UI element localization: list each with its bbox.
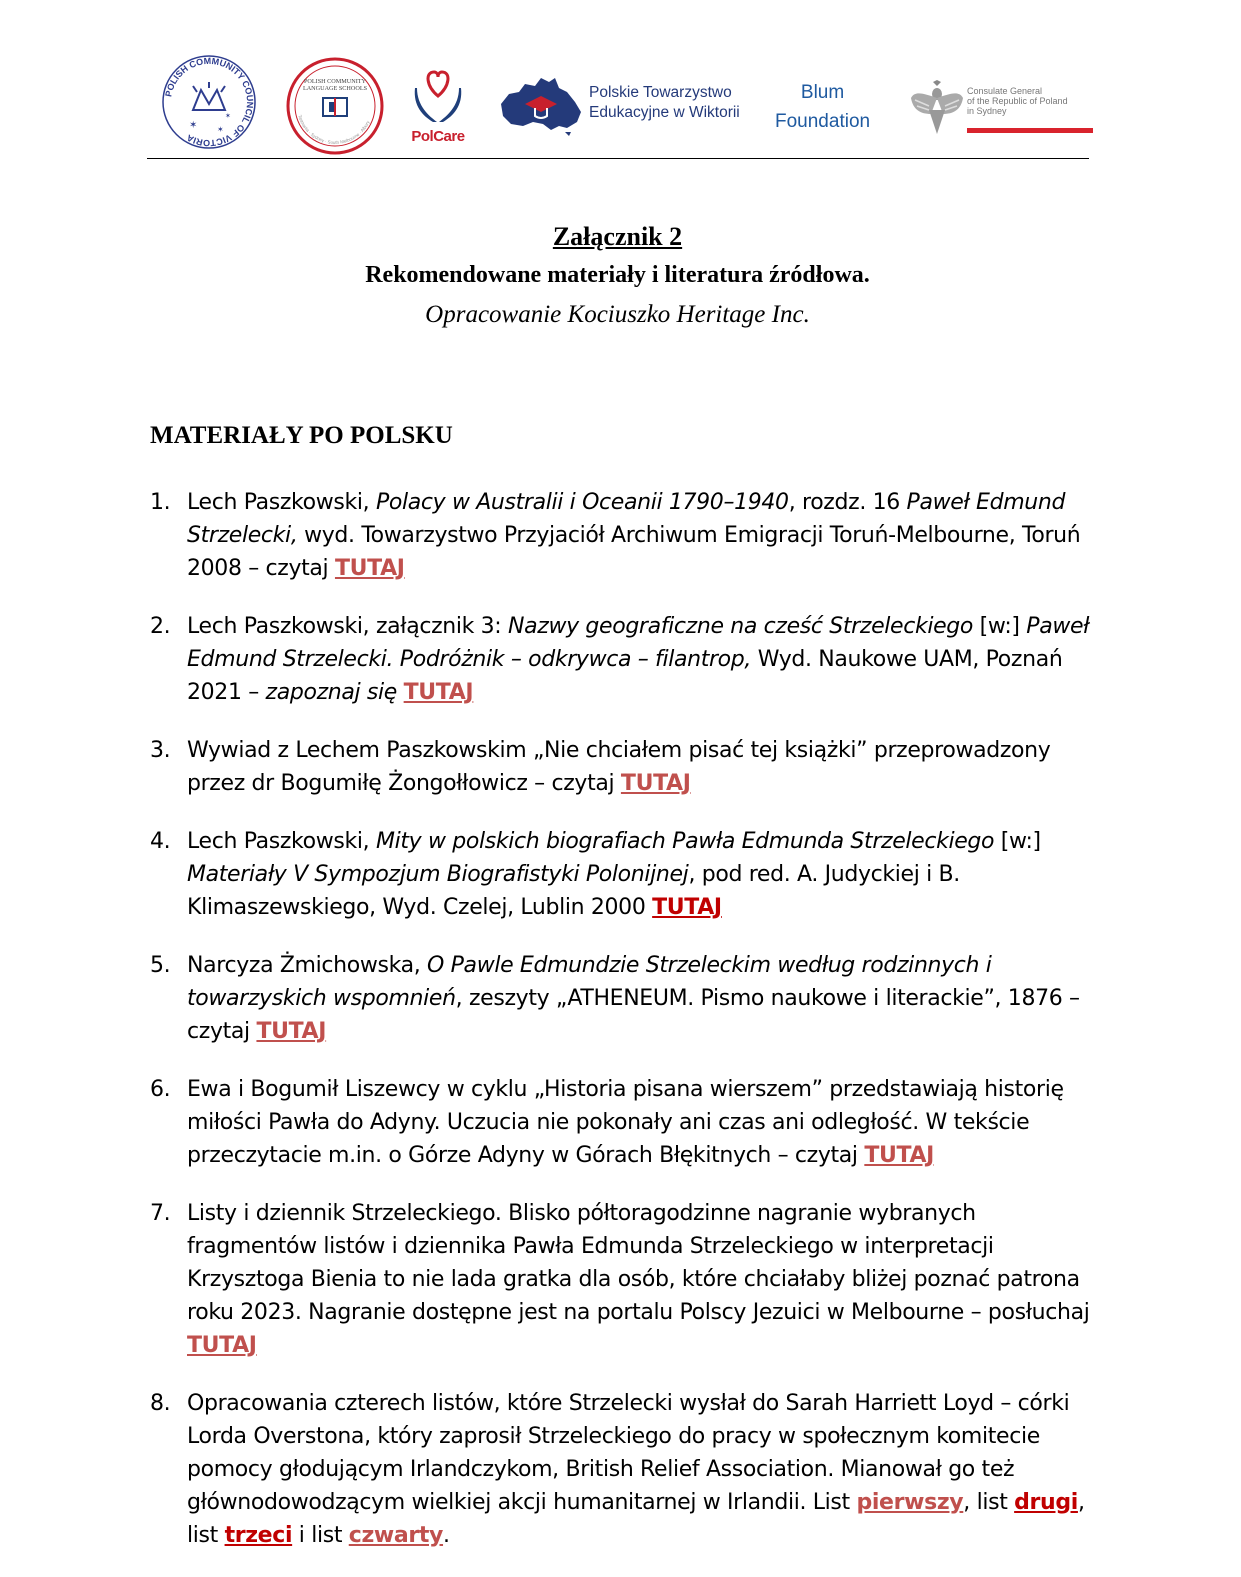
consulate-logo-text — [967, 86, 1068, 116]
text-segment: Opracowania czterech listów, które Strzelecki wysłał do Sarah Harriett Loyd – córki Lorda Overstona, który zaprosił Strzeleckiego do pracy w społecznym komitecie pomocy głodującym Irlandczykom, British Relief Association. Mianował go też głównodowodzącym wielkiej akcji humanitarnej w Irlandii. List — [187, 1391, 1070, 1515]
text-segment: Lech Paszkowski, załącznik 3: — [187, 614, 509, 639]
italic-title: zapoznaj się — [265, 680, 397, 705]
italic-title: Paweł Edmund Strzelecki, — [187, 490, 1066, 548]
list-item-text — [187, 1391, 1085, 1548]
text-segment: , rozdz. 16 — [788, 490, 907, 515]
list-item — [150, 610, 1095, 709]
schools-ring-text: Tasmania · Sydney · South Melbourne · Albury — [297, 114, 371, 146]
list-item — [150, 486, 1095, 585]
pccv-ring-text: POLISH COMMUNITY COUNCIL OF VICTORIA — [163, 55, 256, 149]
text-segment — [397, 680, 404, 705]
tutaj-link[interactable]: TUTAJ — [652, 895, 722, 920]
list-item-text — [187, 738, 1050, 796]
italic-title: Polacy w Australii i Oceanii 1790–1940 — [375, 490, 789, 515]
list-item — [150, 1387, 1095, 1552]
consulate-line2: of the Republic of Poland — [967, 96, 1068, 106]
svg-text:✶: ✶ — [225, 113, 231, 120]
document-author: Opracowanie Kociuszko Heritage Inc. — [425, 301, 810, 328]
list-item-number: 8. — [150, 1391, 171, 1416]
text-segment: wyd. Towarzystwo Przyjaciół Archiwum Emigracji Toruń-Melbourne, Toruń 2008 – czytaj — [187, 523, 1081, 581]
tutaj-link[interactable]: TUTAJ — [620, 771, 691, 796]
document-subtitle: Rekomendowane materiały i literatura źródłowa. — [365, 262, 870, 288]
text-segment: , list — [963, 1490, 1015, 1515]
italic-title: O Pawle Edmundzie Strzeleckim według rodzinnych i towarzyskich wspomnień — [187, 953, 992, 1011]
blum-foundation-logo — [775, 78, 870, 136]
tutaj-link[interactable]: TUTAJ — [256, 1019, 327, 1044]
tutaj-link[interactable]: TUTAJ — [187, 1333, 257, 1358]
pccv-logo — [159, 52, 259, 152]
text-segment: Listy i dziennik Strzeleckiego. Blisko półtoragodzinne nagranie wybranych fragmentów listów i dziennika Pawła Edmunda Strzeleckiego w interpretacji Krzysztoga Bienia to nie lada gratka dla osób, które chciałaby bliżej poznać patrona roku 2023. Nagranie dostępne jest na portalu Polscy Jezuici w Melbourne – posłuchaj — [187, 1201, 1090, 1325]
heart-hands-icon — [409, 66, 467, 126]
text-segment: Wywiad z Lechem Paszkowskim „Nie chciałem pisać tej książki” przeprowadzony przez dr Bogumiłę Żongołłowicz – czytaj — [187, 738, 1051, 796]
list-item — [150, 825, 1095, 924]
pte-logo-text — [589, 83, 740, 123]
list-item-text — [187, 1077, 1064, 1168]
consulate-line1: Consulate General — [967, 86, 1043, 96]
list-item-text — [187, 829, 1041, 920]
materials-list — [150, 486, 1095, 1577]
text-segment: , list — [187, 1490, 1085, 1548]
text-segment: Lech Paszkowski, — [187, 490, 376, 515]
text-segment: [w:] — [994, 829, 1041, 854]
document-title: Załącznik 2 — [552, 222, 683, 251]
list-item-number: 3. — [150, 738, 171, 763]
text-segment: Lech Paszkowski, — [187, 829, 376, 854]
title-block — [0, 218, 1235, 336]
polish-eagle-icon — [909, 80, 965, 138]
consulate-line3: in Sydney — [967, 106, 1007, 116]
header-logos — [147, 52, 1091, 160]
list-item-number: 4. — [150, 829, 171, 854]
italic-title: Nazwy geograficzne na cześć Strzeleckiego — [508, 614, 974, 639]
schools-line2: LANGUAGE SCHOOLS — [302, 85, 368, 92]
list-item-number: 1. — [150, 490, 171, 515]
header-divider — [147, 158, 1089, 159]
list-item-text — [187, 490, 1080, 581]
pte-line2: Edukacyjne w Wiktorii — [589, 104, 740, 121]
tutaj-link[interactable]: TUTAJ — [334, 556, 405, 581]
language-schools-logo — [285, 56, 385, 156]
italic-title: Materiały V Sympozjum Biografistyki Polonijnej — [187, 862, 689, 887]
list-item — [150, 949, 1095, 1048]
tutaj-link[interactable]: TUTAJ — [403, 680, 474, 705]
australia-map-icon — [495, 74, 587, 136]
list-item-text — [187, 614, 1089, 705]
svg-text:✶: ✶ — [217, 125, 224, 134]
section-heading: MATERIAŁY PO POLSKU — [150, 422, 453, 449]
polcare-logo — [409, 66, 467, 148]
italic-title: Mity w polskich biografiach Pawła Edmunda Strzeleckiego — [375, 829, 995, 854]
tutaj-link[interactable]: czwarty — [348, 1523, 444, 1548]
list-item-number: 2. — [150, 614, 171, 639]
list-item-number: 7. — [150, 1201, 171, 1226]
tutaj-link[interactable]: pierwszy — [856, 1490, 964, 1515]
text-segment: , pod red. A. Judyckiej i B. Klimaszewskiego, Wyd. Czelej, Lublin 2000 — [187, 862, 960, 920]
schools-line1: POLISH COMMUNITY — [303, 78, 367, 85]
blum-line2: Foundation — [775, 111, 871, 132]
text-segment: Wyd. Naukowe UAM, Poznań 2021 – — [187, 647, 1063, 705]
tutaj-link[interactable]: drugi — [1014, 1490, 1078, 1515]
italic-title: Paweł Edmund Strzelecki. Podróżnik – odkrywca – filantrop, — [187, 614, 1090, 672]
polcare-text: PolCare — [411, 128, 465, 145]
svg-text:✶: ✶ — [189, 120, 198, 131]
list-item — [150, 1073, 1095, 1172]
blum-line1: Blum — [800, 82, 845, 103]
text-segment: . — [443, 1523, 450, 1548]
svg-text:Tasmania · Sydney · South Melb — [297, 114, 371, 145]
list-item — [150, 734, 1095, 800]
list-item-text — [187, 1201, 1090, 1358]
tutaj-link[interactable]: TUTAJ — [864, 1143, 934, 1168]
text-segment: , zeszyty „ATHENEUM. Pismo naukowe i literackie”, 1876 – czytaj — [187, 986, 1080, 1044]
list-item — [150, 1197, 1095, 1362]
pte-line1: Polskie Towarzystwo — [589, 84, 732, 101]
consulate-red-bar — [967, 128, 1093, 133]
text-segment: Ewa i Bogumił Liszewcy w cyklu „Historia pisana wierszem” przedstawiają historię miłości Pawła do Adyny. Uczucia nie pokonały ani czas ani odległość. W tekście przeczytacie m.in. o Górze Adyny w Górach Błękitnych – czytaj — [187, 1077, 1064, 1168]
tutaj-link[interactable]: trzeci — [224, 1523, 293, 1548]
list-item-number: 6. — [150, 1077, 171, 1102]
text-segment: Narcyza Żmichowska, — [187, 953, 428, 978]
list-item-text — [187, 953, 1080, 1044]
list-item-number: 5. — [150, 953, 171, 978]
text-segment: i list — [292, 1523, 349, 1548]
text-segment: [w:] — [973, 614, 1027, 639]
